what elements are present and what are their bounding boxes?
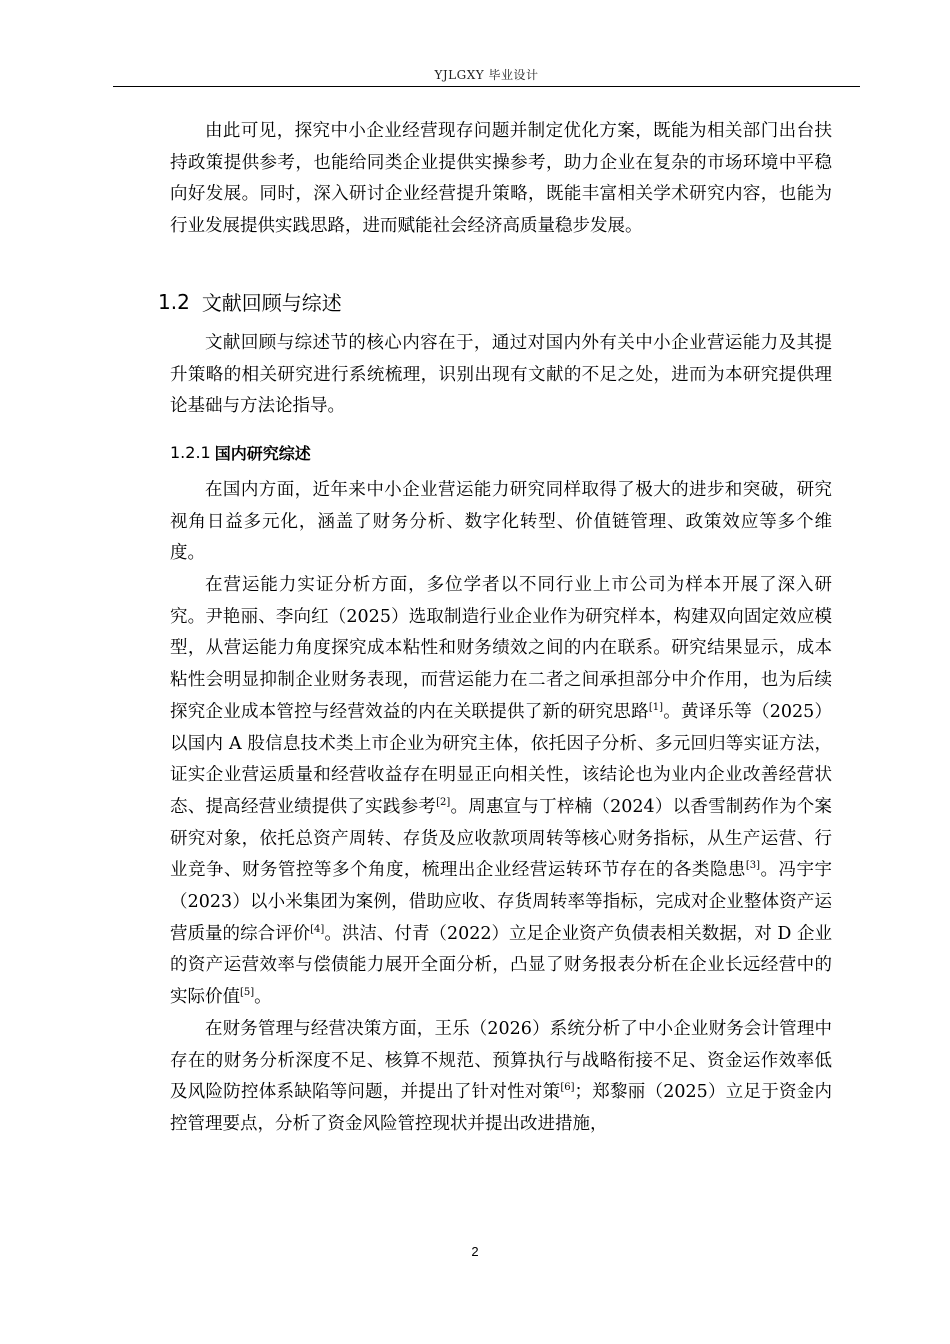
header-divider <box>113 86 860 87</box>
domestic-review-paragraph-1: 在国内方面，近年来中小企业营运能力研究同样取得了极大的进步和突破，研究视角日益多元化，涵盖了财务分析、数字化转型、价值链管理、政策效应等多个维度。 <box>170 479 832 564</box>
citation-ref-5: [5] <box>240 987 255 999</box>
paragraph-text: 在财务管理与经营决策方面，王乐（2026）系统分析了中小企业财务会计管理中存在的财务分析深度不足、核算不规范、预算执行与战略衔接不足、资金运作效率低及风险防控体系缺陷等问题，并提出了针对性对策 <box>170 1018 832 1103</box>
paragraph-text: 。洪洁、付青（2022）立足企业资产负债表相关数据，对 D 企业的资产运营效率与偿债能力展开全面分析，凸显了财务报表分析在企业长远经营中的实际价值 <box>170 923 832 1008</box>
page-number: 2 <box>471 1244 479 1259</box>
subsection-number: 1.2.1 <box>170 443 211 463</box>
citation-ref-6: [6] <box>560 1082 575 1094</box>
citation-ref-2: [2] <box>436 796 451 808</box>
paragraph-text: ；郑黎丽（2025）立足于资金内控管理要点，分析了资金风险管控现状并提出改进措施， <box>170 1082 832 1134</box>
subsection-title: 国内研究综述 <box>214 444 311 464</box>
section-title: 文献回顾与综述 <box>201 291 342 316</box>
section-1-2-paragraph: 文献回顾与综述节的核心内容在于，通过对国内外有关中小企业营运能力及其提升策略的相关研究进行系统梳理，识别出现有文献的不足之处，进而为本研究提供理论基础与方法论指导。 <box>170 332 832 417</box>
page-header-title: YJLGXY 毕业设计 <box>434 68 539 82</box>
domestic-review-paragraph-3 <box>170 1014 832 1141</box>
paragraph-text: 。冯宇宇（2023）以小米集团为案例，借助应收、存货周转率等指标，完成对企业整体资产运营质量的综合评价 <box>170 860 833 944</box>
paragraph-text: 。黄译乐等（2025）以国内 A 股信息技术类上市企业为研究主体，依托因子分析、多元回归等实证方法，证实企业营运质量和经营收益存在明显正向相关性，该结论也为业内企业改善经营状态、提高经营业绩提供了实践参考 <box>170 701 832 817</box>
subsection-heading-1-2-1 <box>170 431 832 475</box>
intro-paragraph: 由此可见，探究中小企业经营现存问题并制定优化方案，既能为相关部门出台扶持政策提供参考，也能给同类企业提供实操参考，助力企业在复杂的市场环境中平稳向好发展。同时，深入研讨企业经营提升策略，既能丰富相关学术研究内容，也能为行业发展提供实践思路，进而赋能社会经济高质量稳步发展。 <box>170 121 832 237</box>
paragraph-text: 。周惠宣与丁梓楠（2024）以香雪制药作为个案研究对象，依托总资产周转、存货及应收款项周转等核心财务指标，从生产运营、行业竞争、财务管控等多个角度，梳理出企业经营运转环节存在的各类隐患 <box>170 796 833 881</box>
citation-ref-4: [4] <box>310 923 325 935</box>
domestic-review-paragraph-2 <box>170 570 832 1014</box>
section-heading-1-2 <box>158 282 832 322</box>
paragraph-text: 。 <box>254 987 272 1008</box>
citation-ref-1: [1] <box>648 701 664 713</box>
section-number: 1.2 <box>158 289 190 314</box>
citation-ref-3: [3] <box>745 860 761 872</box>
page-body <box>158 116 833 1141</box>
paragraph-text: 在营运能力实证分析方面，多位学者以不同行业上市公司为样本开展了深入研究。尹艳丽、李向红（2025）选取制造行业企业作为研究样本，构建双向固定效应模型，从营运能力角度探究成本粘性和财务绩效之间的内在联系。研究结果显示，成本粘性会明显抑制企业财务表现，而营运能力在二者之间承担部分中介作用，也为后续探究企业成本管控与经营效益的内在关联提供了新的研究思路 <box>170 575 832 722</box>
